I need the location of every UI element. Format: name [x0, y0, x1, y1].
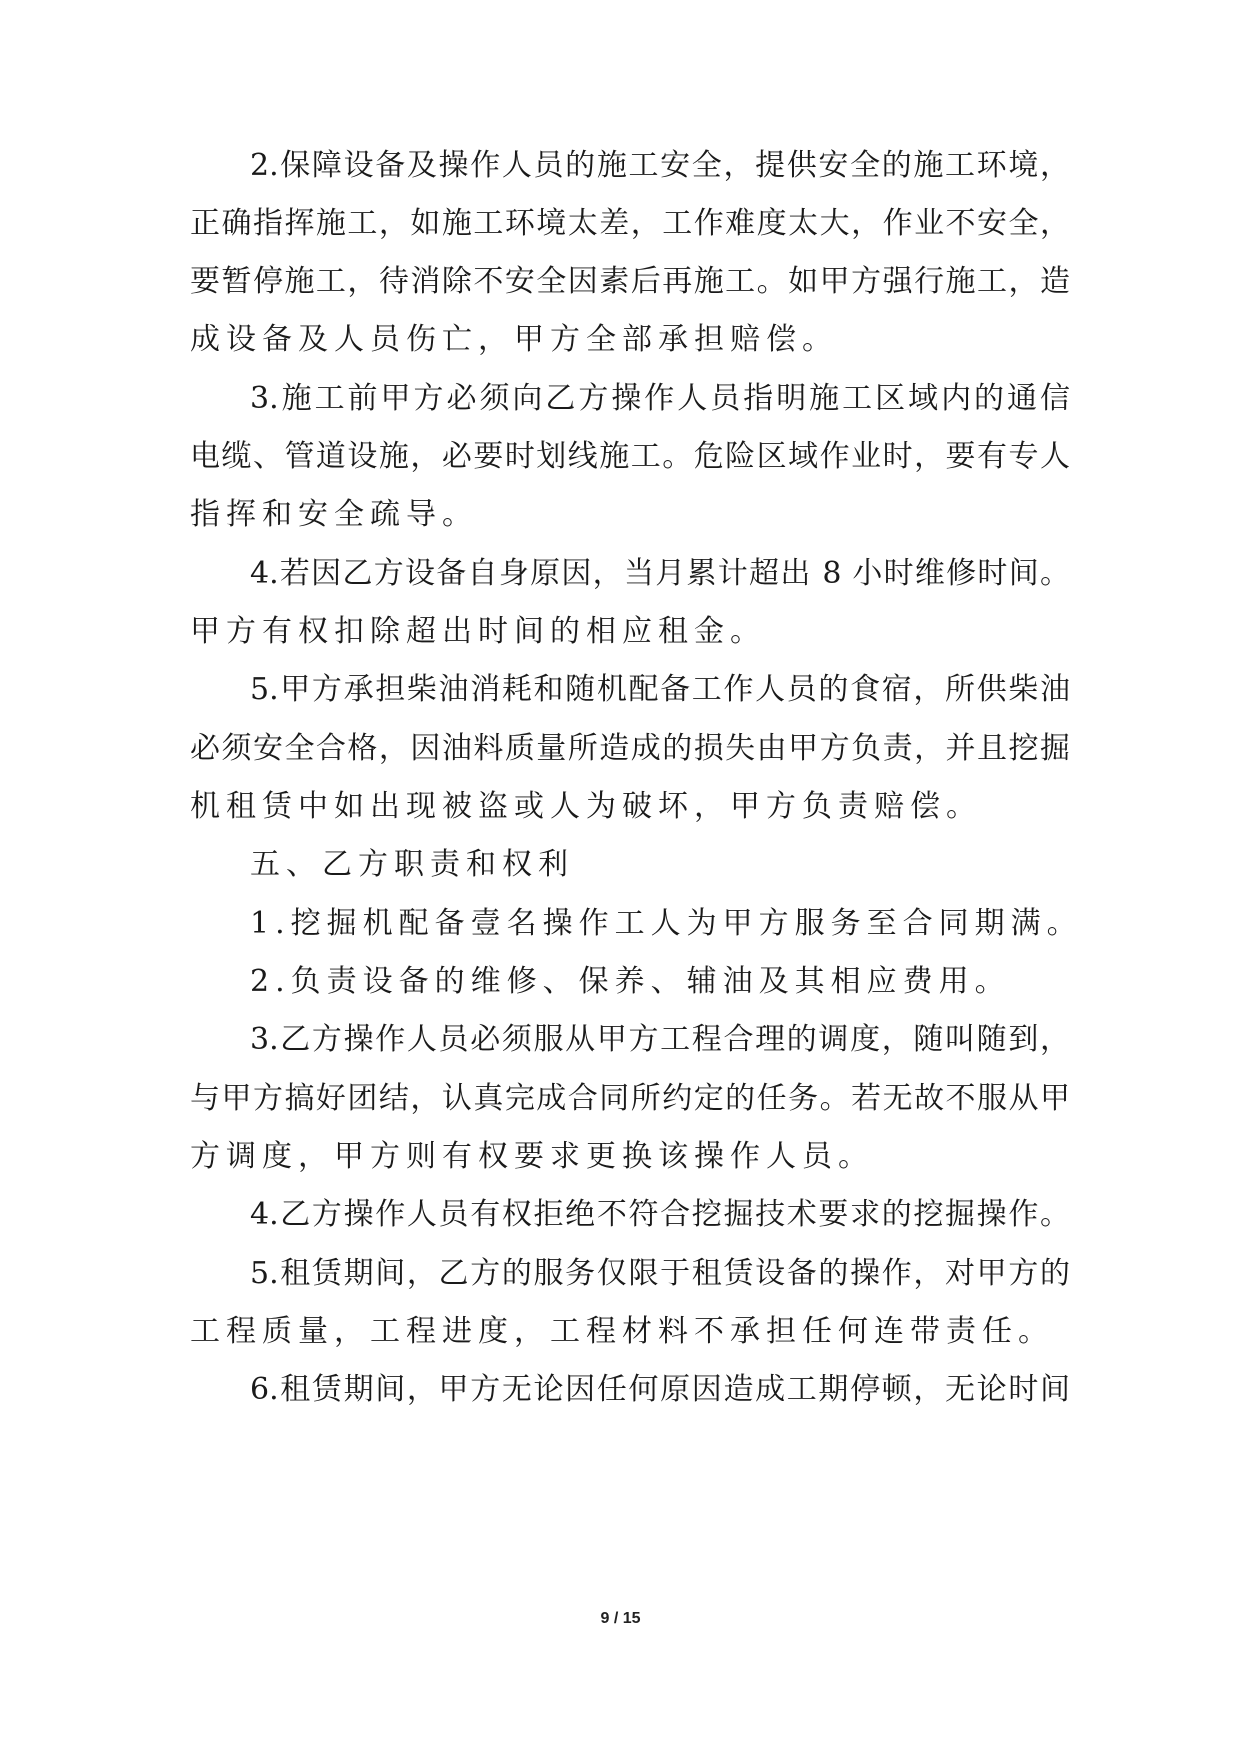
paragraph-line: 甲方有权扣除超出时间的相应租金。	[190, 614, 766, 649]
paragraph-line: 5.租赁期间，乙方的服务仅限于租赁设备的操作，对甲方的	[250, 1256, 1070, 1291]
paragraph-line: 3.施工前甲方必须向乙方操作人员指明施工区域内的通信	[250, 381, 1070, 416]
paragraph-line: 工程质量，工程进度，工程材料不承担任何连带责任。	[190, 1314, 1054, 1349]
paragraph-line: 必须安全合格，因油料质量所造成的损失由甲方负责，并且挖掘	[190, 731, 1070, 766]
paragraph-line: 正确指挥施工，如施工环境太差，工作难度太大，作业不安全，	[190, 206, 1070, 241]
paragraph-line: 2.负责设备的维修、保养、辅油及其相应费用。	[250, 964, 1011, 999]
paragraph-line: 4.若因乙方设备自身原因，当月累计超出 8 小时维修时间。	[250, 556, 1070, 591]
paragraph-line: 4.乙方操作人员有权拒绝不符合挖掘技术要求的挖掘操作。	[250, 1197, 1070, 1232]
paragraph-line: 与甲方搞好团结，认真完成合同所约定的任务。若无故不服从甲	[190, 1081, 1070, 1116]
paragraph-line: 电缆、管道设施，必要时划线施工。危险区域作业时，要有专人	[190, 439, 1070, 474]
paragraph-line: 1.挖掘机配备壹名操作工人为甲方服务至合同期满。	[250, 906, 1083, 941]
paragraph-line: 5.甲方承担柴油消耗和随机配备工作人员的食宿，所供柴油	[250, 672, 1070, 707]
paragraph-line: 方调度，甲方则有权要求更换该操作人员。	[190, 1139, 874, 1174]
paragraph-line: 成设备及人员伤亡，甲方全部承担赔偿。	[190, 322, 838, 357]
paragraph-line: 3.乙方操作人员必须服从甲方工程合理的调度，随叫随到，	[250, 1022, 1070, 1057]
paragraph-line: 6.租赁期间，甲方无论因任何原因造成工期停顿，无论时间	[250, 1372, 1070, 1407]
paragraph-line: 要暂停施工，待消除不安全因素后再施工。如甲方强行施工，造	[190, 264, 1070, 299]
paragraph-line: 2.保障设备及操作人员的施工安全，提供安全的施工环境，	[250, 148, 1070, 183]
page-number: 9 / 15	[600, 1610, 641, 1627]
paragraph-line: 指挥和安全疏导。	[190, 497, 478, 532]
section-heading: 五、乙方职责和权利	[250, 847, 574, 882]
paragraph-line: 机租赁中如出现被盗或人为破坏，甲方负责赔偿。	[190, 789, 982, 824]
